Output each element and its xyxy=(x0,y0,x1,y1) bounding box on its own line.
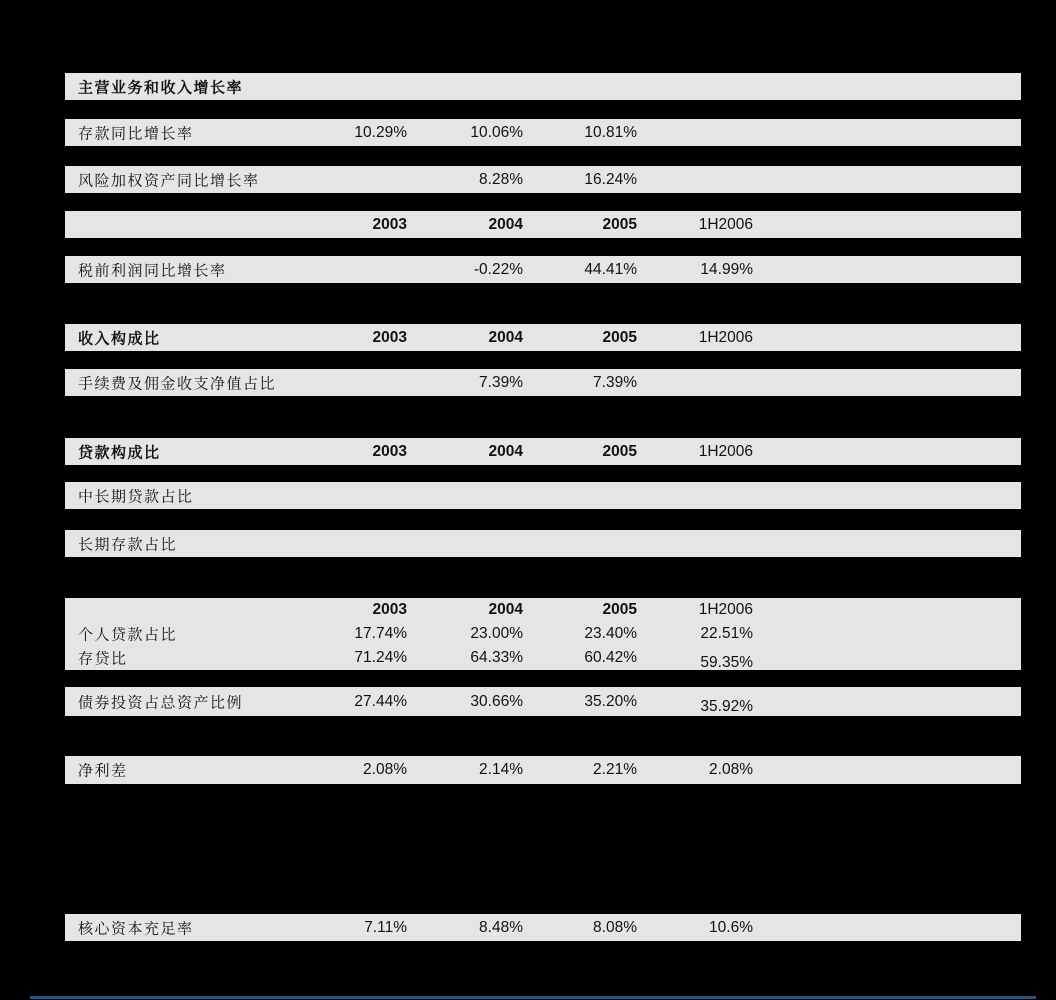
cell-2003: 7.11% xyxy=(364,918,407,936)
row-label: 存款同比增长率 xyxy=(78,126,194,142)
cell-2004: 8.28% xyxy=(479,170,523,188)
table-row xyxy=(65,756,1021,784)
cell-2003: 2.08% xyxy=(363,761,407,778)
table-row xyxy=(65,687,1021,716)
table-row xyxy=(65,914,1021,941)
table-row xyxy=(65,73,1021,100)
cell-2004: 7.39% xyxy=(479,373,523,391)
table-row xyxy=(65,530,1021,557)
table-row xyxy=(65,324,1021,351)
cell-2003: 2003 xyxy=(372,601,407,618)
cell-1h2006: 1H2006 xyxy=(698,328,753,346)
row-label: 债券投资占总资产比例 xyxy=(78,695,244,711)
cell-2004: 64.33% xyxy=(470,649,523,666)
table-row xyxy=(65,482,1021,509)
cell-2003: 71.24% xyxy=(354,649,407,666)
table-row xyxy=(65,211,1021,238)
row-label: 个人贷款占比 xyxy=(78,627,178,644)
table-row xyxy=(65,256,1021,283)
cell-2004: -0.22% xyxy=(473,260,523,278)
table-row xyxy=(65,622,1021,646)
row-label: 核心资本充足率 xyxy=(78,921,194,937)
cell-2003: 17.74% xyxy=(354,625,407,642)
table-row xyxy=(65,646,1021,670)
cell-2004: 10.06% xyxy=(470,123,523,141)
bottom-accent-bar xyxy=(30,996,1036,999)
cell-2005: 44.41% xyxy=(584,260,637,278)
cell-2005: 10.81% xyxy=(584,123,637,141)
cell-2004: 2004 xyxy=(488,442,523,460)
cell-2003: 2003 xyxy=(372,328,407,346)
cell-1h2006: 1H2006 xyxy=(698,442,753,460)
cell-2004: 2004 xyxy=(488,328,523,346)
cell-2005: 2.21% xyxy=(593,761,637,778)
table-row xyxy=(65,598,1021,622)
row-label: 长期存款占比 xyxy=(78,537,178,553)
cell-1h2006: 1H2006 xyxy=(698,215,753,233)
cell-2003: 27.44% xyxy=(354,692,407,710)
row-label: 中长期贷款占比 xyxy=(78,489,194,505)
cell-2003: 2003 xyxy=(372,442,407,460)
cell-2004: 8.48% xyxy=(479,918,523,936)
cell-2005: 60.42% xyxy=(584,649,637,666)
table-row xyxy=(65,119,1021,146)
row-label: 税前利润同比增长率 xyxy=(78,263,227,279)
cell-2005: 16.24% xyxy=(584,170,637,188)
row-label: 收入构成比 xyxy=(78,331,161,347)
table-row xyxy=(65,166,1021,193)
cell-2005: 2005 xyxy=(602,215,637,233)
cell-2005: 35.20% xyxy=(584,692,637,710)
cell-2003: 10.29% xyxy=(354,123,407,141)
row-label: 贷款构成比 xyxy=(78,445,161,461)
row-label: 风险加权资产同比增长率 xyxy=(78,173,260,189)
row-label: 主营业务和收入增长率 xyxy=(78,80,244,96)
cell-1h2006: 22.51% xyxy=(700,625,753,642)
cell-2004: 2004 xyxy=(488,601,523,618)
cell-2004: 2004 xyxy=(488,215,523,233)
cell-1h2006: 1H2006 xyxy=(698,601,753,618)
row-label: 净利差 xyxy=(78,763,128,780)
table-row xyxy=(65,438,1021,465)
cell-2003: 2003 xyxy=(372,215,407,233)
cell-2005: 2005 xyxy=(602,328,637,346)
cell-2005: 2005 xyxy=(602,442,637,460)
cell-1h2006: 2.08% xyxy=(709,761,753,778)
cell-1h2006: 14.99% xyxy=(700,260,753,278)
table-row xyxy=(65,369,1021,396)
cell-1h2006: 10.6% xyxy=(709,918,753,936)
cell-2005: 8.08% xyxy=(593,918,637,936)
cell-2005: 7.39% xyxy=(593,373,637,391)
row-label: 手续费及佣金收支净值占比 xyxy=(78,376,277,392)
cell-2004: 2.14% xyxy=(479,761,523,778)
cell-2005: 23.40% xyxy=(584,625,637,642)
row-label: 存贷比 xyxy=(78,651,128,668)
cell-2004: 23.00% xyxy=(470,625,523,642)
cell-1h2006: 59.35% xyxy=(700,654,753,671)
cell-1h2006: 35.92% xyxy=(700,697,753,715)
cell-2004: 30.66% xyxy=(470,692,523,710)
cell-2005: 2005 xyxy=(602,601,637,618)
